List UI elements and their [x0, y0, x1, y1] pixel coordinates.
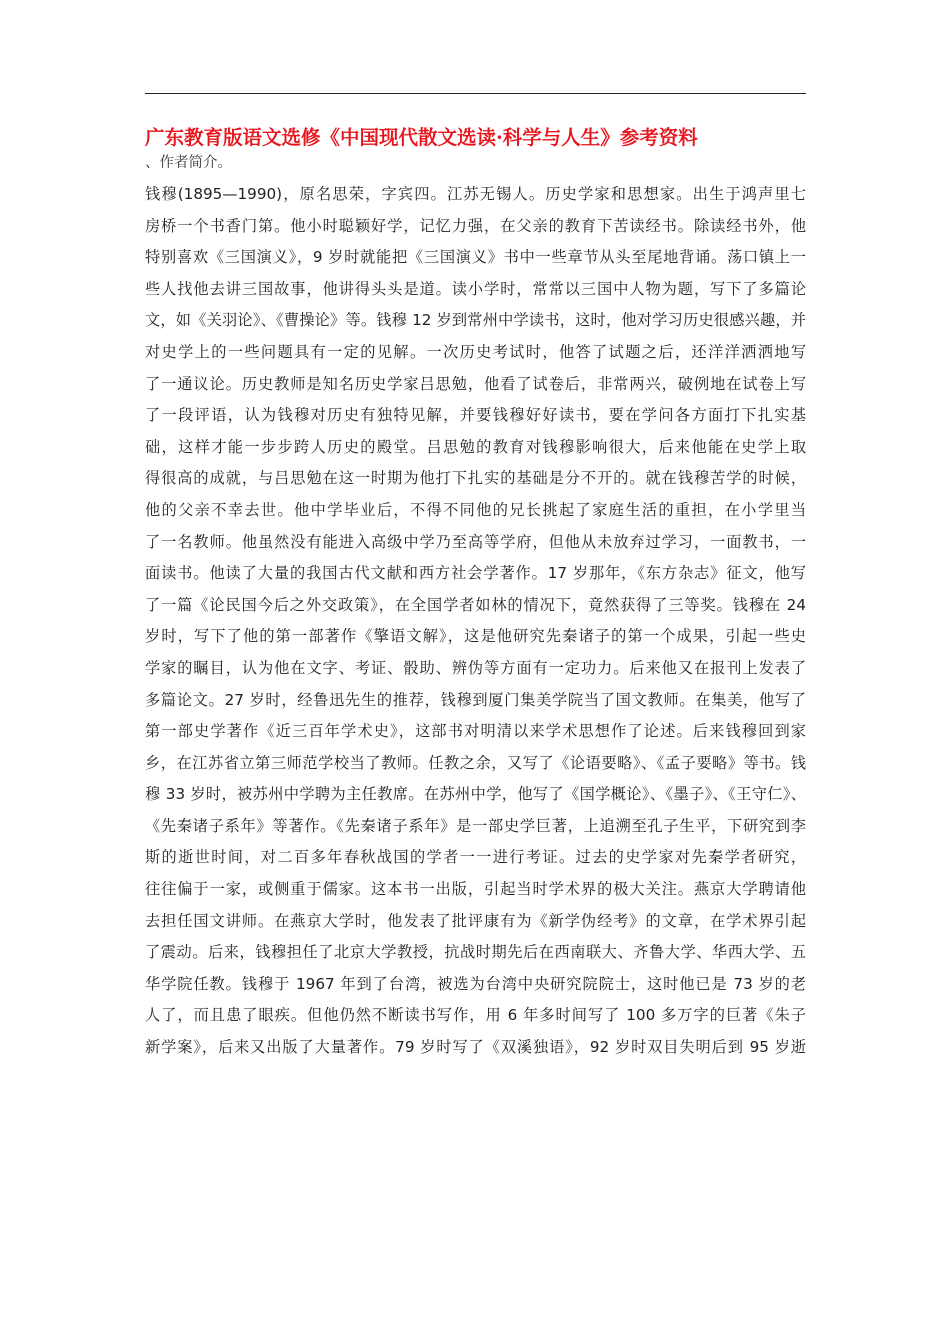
text-line: 往往偏于一家，或侧重于儒家。这本书一出版，引起当时学术界的极大关注。燕京大学聘请他	[145, 880, 806, 899]
text-line: 对史学上的一些问题具有一定的见解。一次历史考试时，他答了试题之后，还洋洋洒洒地写	[145, 342, 806, 361]
header-divider	[145, 93, 806, 94]
text-line: 他的父亲不幸去世。他中学毕业后，不得不同他的兄长挑起了家庭生活的重担，在小学里当	[145, 500, 806, 519]
text-line: 得很高的成就，与吕思勉在这一时期为他打下扎实的基础是分不开的。就在钱穆苦学的时候，	[145, 469, 806, 488]
text-line: 新学案》，后来又出版了大量著作。79 岁时写了《双溪独语》，92 岁时双目失明后到 95 岁逝	[145, 1038, 806, 1057]
body-paragraph	[145, 179, 806, 1064]
text-line: 华学院任教。钱穆于 1967 年到了台湾，被选为台湾中央研究院院士，这时他已是 73 岁的老	[145, 974, 806, 993]
text-line: 学家的瞩目，认为他在文字、考证、骰助、辨伪等方面有一定功力。后来他又在报刊上发表了	[145, 658, 806, 677]
text-line: 乡，在江苏省立第三师范学校当了教师。任教之余，又写了《论语要略》、《孟子要略》等书。钱	[145, 753, 806, 772]
text-line: 些人找他去讲三国故事，他讲得头头是道。读小学时，常常以三国中人物为题，写下了多篇论	[145, 279, 806, 298]
text-line: 了震动。后来，钱穆担任了北京大学教授，抗战时期先后在西南联大、齐鲁大学、华西大学、五	[145, 943, 806, 962]
text-line: 人了，而且患了眼疾。但他仍然不断读书写作，用 6 年多时间写了 100 多万字的巨著《朱子	[145, 1006, 806, 1025]
text-line: 面读书。他读了大量的我国古代文献和西方社会学著作。17 岁那年，《东方杂志》征文，他写	[145, 564, 806, 583]
text-line: 文，如《关羽论》、《曹操论》等。钱穆 12 岁到常州中学读书，这时，他对学习历史很感兴趣，并	[145, 311, 806, 330]
document-title: 广东教育版语文选修《中国现代散文选读·科学与人生》参考资料	[145, 126, 698, 149]
text-line: 础，这样才能一步步跨人历史的殿堂。吕思勉的教育对钱穆影响很大，后来他能在史学上取	[145, 437, 806, 456]
text-line: 房桥一个书香门第。他小时聪颖好学，记忆力强，在父亲的教育下苦读经书。除读经书外，他	[145, 216, 806, 235]
text-line: 了一通议论。历史教师是知名历史学家吕思勉，他看了试卷后，非常两兴，破例地在试卷上写	[145, 374, 806, 393]
text-line: 钱穆(1895—1990)，原名思荣，字宾四。江苏无锡人。历史学家和思想家。出生于鸿声里七	[145, 185, 806, 203]
text-line: 岁时，写下了他的第一部著作《擎语文解》，这是他研究先秦诸子的第一个成果，引起一些史	[145, 627, 806, 646]
text-line: 斯的逝世时间，对二百多年春秋战国的学者一一进行考证。过去的史学家对先秦学者研究，	[145, 848, 806, 867]
text-line: 穆 33 岁时，被苏州中学聘为主任教席。在苏州中学，他写了《国学概论》、《墨子》、《王守仁》、	[145, 785, 806, 804]
text-line: 《先秦诸子系年》等著作。《先秦诸子系年》是一部史学巨著，上追溯至孔子生平，下研究到李	[145, 816, 806, 835]
text-line: 特别喜欢《三国演义》，9 岁时就能把《三国演义》书中一些章节从头至尾地背诵。荡口镇上一	[145, 248, 806, 267]
text-line: 了一段评语，认为钱穆对历史有独特见解，并要钱穆好好读书，要在学问各方面打下扎实基	[145, 406, 806, 425]
text-line: 多篇论文。27 岁时，经鲁迅先生的推荐，钱穆到厦门集美学院当了国文教师。在集美，他写了	[145, 690, 806, 709]
section-heading: 、作者简介。	[145, 155, 232, 171]
text-line: 第一部史学著作《近三百年学术史》，这部书对明清以来学术思想作了论述。后来钱穆回到家	[145, 722, 806, 741]
text-line: 了一名教师。他虽然没有能进入高级中学乃至高等学府，但他从未放弃过学习，一面教书，一	[145, 532, 806, 551]
text-line: 了一篇《论民国今后之外交政策》，在全国学者如林的情况下，竟然获得了三等奖。钱穆在 24	[145, 595, 806, 614]
text-line: 去担任国文讲师。在燕京大学时，他发表了批评康有为《新学伪经考》的文章，在学术界引起	[145, 911, 806, 930]
